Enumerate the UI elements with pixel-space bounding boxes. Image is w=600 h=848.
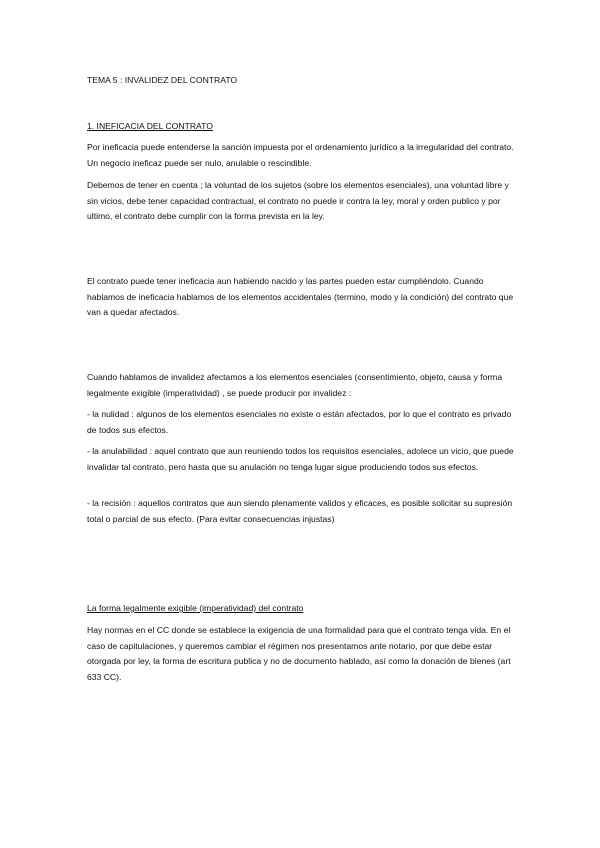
paragraph-invalidez: Cuando hablamos de invalidez afectamos a los elementos esenciales (consentimiento, objeto, causa y forma legalmente exigible (imperatividad) , se puede producir por invalidez : <box>87 372 503 398</box>
list-item-nulidad: - la nulidad : algunos de los elementos esenciales no existe o están afectados, por lo que el contrato es privado de todos sus efectos. <box>87 409 512 435</box>
paragraph-ineficacia-accidental: El contrato puede tener ineficacia aun habiendo nacido y las partes pueden estar cumpliéndolo. Cuando hablamos de ineficacia hablamos de los elementos accidentales (termino, modo y la condición) del contrato que van a quedar afectados. <box>87 276 514 317</box>
list-item-anulabilidad: - la anulabilidad : aquel contrato que aun reuniendo todos los requisitos esenciales, adolece un vicio, que puede invalidar tal contrato, pero hasta que su anulación no tenga lugar sigue produciendo todos sus efectos. <box>87 446 514 472</box>
paragraph-ineficacia-definition: Por ineficacia puede entenderse la sanción impuesta por el ordenamiento jurídico a la irregularidad del contrato. Un negocio ineficaz puede ser nulo, anulable o rescindible. <box>87 142 514 168</box>
section-heading-forma: La forma legalmente exigible (imperatividad) del contrato <box>87 603 304 613</box>
paragraph-forma: Hay normas en el CC donde se establece la exigencia de una formalidad para que el contrato tenga vida. En el caso de capitulaciones, y queremos cambiar el régimen nos presentamos ante notario, por que debe estar otorgada por ley, la forma de escritura publica y no de documento hablado, así como la donación de bienes (art 633 CC). <box>87 625 511 682</box>
paragraph-requirements: Debemos de tener en cuenta ; la voluntad de los sujetos (sobre los elementos esenciales), una voluntad libre y sin vicios, debe tener capacidad contractual, el contrato no puede ir contra la ley, moral y orden publico y por ultimo, el contrato debe cumplir con la forma prevista en la ley. <box>87 180 509 221</box>
list-item-recision: - la recisión : aquellos contratos que aun siendo plenamente validos y eficaces, es posible solicitar su supresión total o parcial de sus efecto. (Para evitar consecuencias injustas) <box>87 498 513 524</box>
document-title: TEMA 5 : INVALIDEZ DEL CONTRATO <box>87 75 238 85</box>
section-heading-ineficacia: 1. INEFICACIA DEL CONTRATO <box>87 121 213 131</box>
